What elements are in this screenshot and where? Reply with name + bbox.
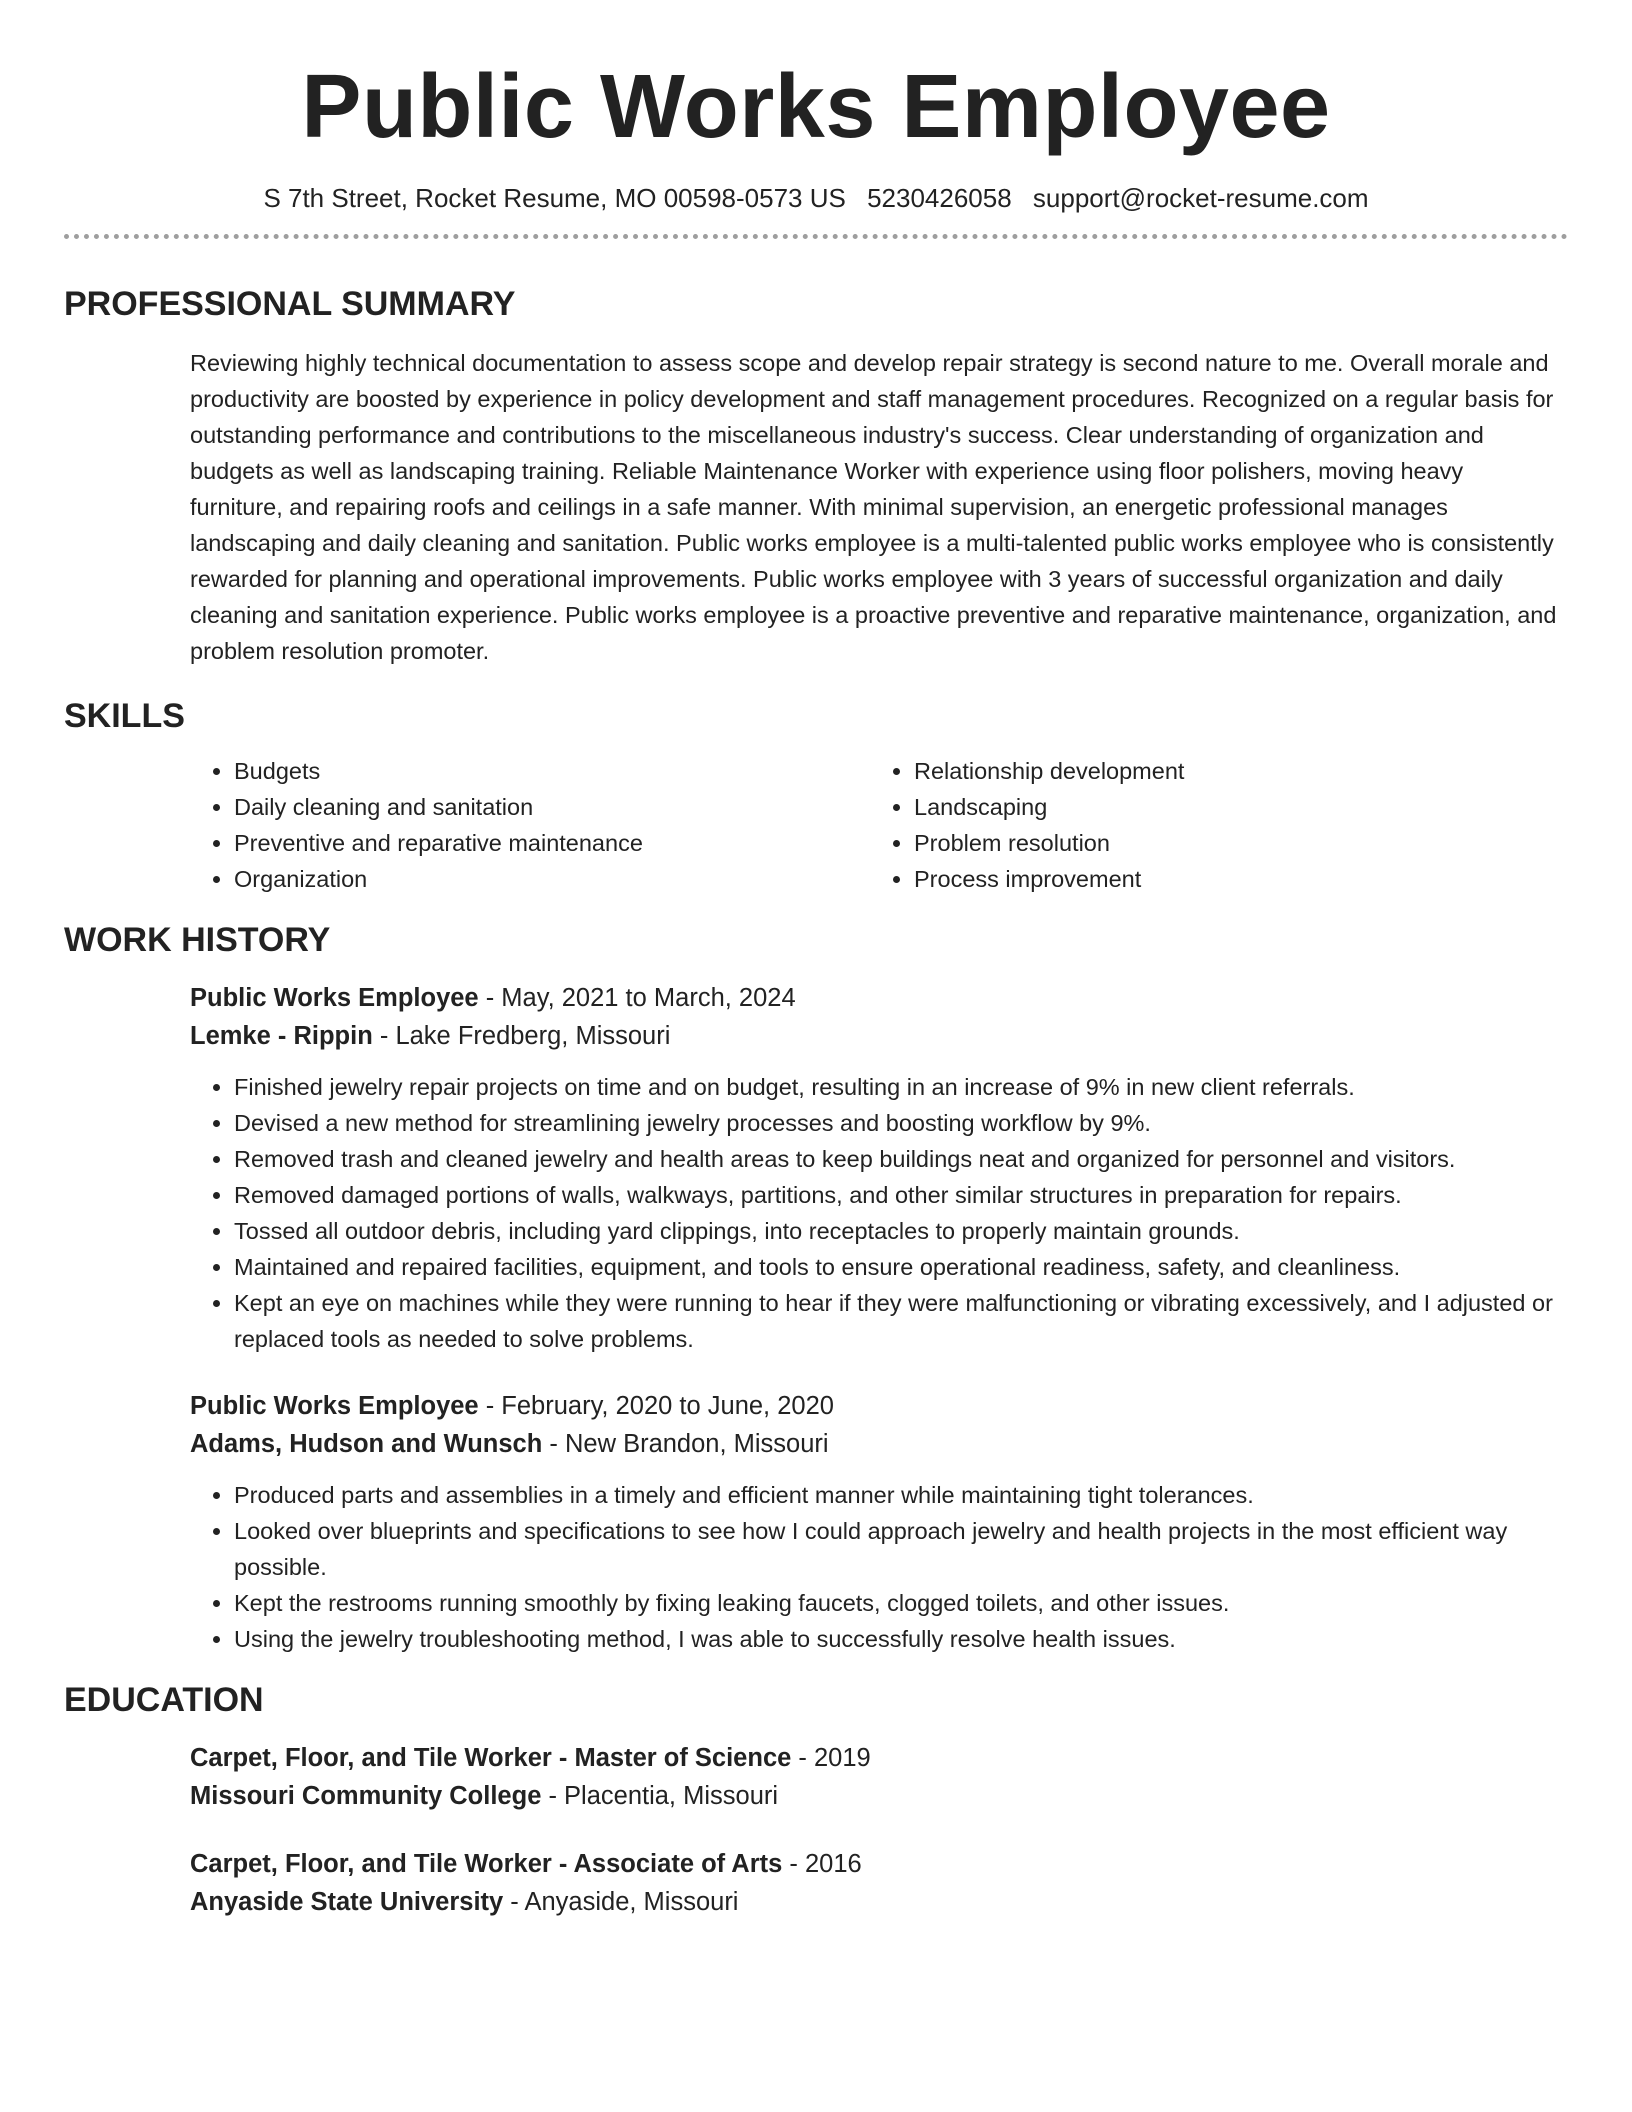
contact-line	[64, 182, 1568, 214]
job-title-line	[190, 979, 1558, 1017]
job-location: - Lake Fredberg, Missouri	[372, 1022, 671, 1050]
job-bullet: • Kept an eye on machines while they were running to hear if they were malfunctioning or vibrating excessively, and I adjusted or replaced tools as needed to solve problems.	[234, 1285, 1558, 1357]
job-company-line	[190, 1425, 1558, 1463]
job-bullet: • Kept the restrooms running smoothly by fixing leaking faucets, clogged toilets, and other issues.	[234, 1585, 1558, 1621]
education-degree-line	[190, 1739, 1558, 1777]
education-school: Anyaside State University	[190, 1888, 504, 1916]
header-divider	[64, 234, 1568, 239]
contact-phone: 5230426058	[867, 183, 1012, 213]
job-title-line	[190, 1387, 1558, 1425]
job-bullet: • Looked over blueprints and specifications to see how I could approach jewelry and health projects in the most efficient way possible.	[234, 1513, 1558, 1585]
job-role: Public Works Employee	[190, 984, 479, 1012]
skill-item: • Preventive and reparative maintenance	[234, 825, 870, 861]
skill-item: • Landscaping	[914, 789, 1558, 825]
education-school: Missouri Community College	[190, 1782, 542, 1810]
job-entry	[190, 1387, 1558, 1657]
job-entry	[190, 979, 1558, 1357]
skill-item: • Problem resolution	[914, 825, 1558, 861]
education-entry	[190, 1845, 1558, 1921]
skills-list-left	[190, 753, 870, 897]
education-year: - 2016	[782, 1850, 862, 1878]
education-degree: Carpet, Floor, and Tile Worker - Associate of Arts	[190, 1850, 783, 1878]
work-history-section	[64, 919, 1568, 1657]
job-bullet: • Produced parts and assemblies in a timely and efficient manner while maintaining tight tolerances.	[234, 1477, 1558, 1513]
summary-text: Reviewing highly technical documentation to assess scope and develop repair strategy is second nature to me. Overall morale and productivity are boosted by experience in policy development and staff management procedures. Recognized on a regular basis for outstanding performance and contributions to the miscellaneous industry's success. Clear understanding of organization and budgets as well as landscaping training. Reliable Maintenance Worker with experience using floor polishers, moving heavy furniture, and repairing roofs and ceilings in a safe manner. With minimal supervision, an energetic professional manages landscaping and daily cleaning and sanitation. Public works employee is a multi-talented public works employee who is consistently rewarded for planning and operational improvements. Public works employee with 3 years of successful organization and daily cleaning and sanitation experience. Public works employee is a proactive preventive and reparative maintenance, organization, and problem resolution promoter.	[190, 350, 1557, 664]
job-bullet: • Finished jewelry repair projects on time and on budget, resulting in an increase of 9% in new client referrals.	[234, 1069, 1558, 1105]
job-bullet: • Devised a new method for streamlining jewelry processes and boosting workflow by 9%.	[234, 1105, 1558, 1141]
job-dates: - May, 2021 to March, 2024	[478, 984, 796, 1012]
skill-item: • Budgets	[234, 753, 870, 789]
education-location: - Placentia, Missouri	[541, 1782, 779, 1810]
job-bullet: • Maintained and repaired facilities, equipment, and tools to ensure operational readiness, safety, and cleanliness.	[234, 1249, 1558, 1285]
skills-heading: SKILLS	[64, 697, 185, 735]
education-heading: EDUCATION	[64, 1681, 264, 1719]
summary-heading: PROFESSIONAL SUMMARY	[64, 285, 516, 323]
skills-list-right	[870, 753, 1558, 897]
summary-section	[64, 283, 1568, 669]
job-company-line	[190, 1017, 1558, 1055]
education-section	[64, 1679, 1568, 1921]
job-company: Adams, Hudson and Wunsch	[190, 1430, 543, 1458]
job-bullet: • Tossed all outdoor debris, including yard clippings, into receptacles to properly maintain grounds.	[234, 1213, 1558, 1249]
skills-section	[64, 695, 1568, 897]
work-history-heading: WORK HISTORY	[64, 921, 331, 959]
skill-item: • Daily cleaning and sanitation	[234, 789, 870, 825]
job-bullet: • Using the jewelry troubleshooting method, I was able to successfully resolve health issues.	[234, 1621, 1558, 1657]
education-school-line	[190, 1777, 1558, 1815]
education-location: - Anyaside, Missouri	[503, 1888, 739, 1916]
job-company: Lemke - Rippin	[190, 1022, 373, 1050]
skill-item: • Organization	[234, 861, 870, 897]
job-bullet: • Removed trash and cleaned jewelry and health areas to keep buildings neat and organized for personnel and visitors.	[234, 1141, 1558, 1177]
contact-address: S 7th Street, Rocket Resume, MO 00598-0573 US	[263, 183, 846, 213]
skills-grid	[190, 753, 1558, 897]
skill-item: • Relationship development	[914, 753, 1558, 789]
education-entry	[190, 1739, 1558, 1815]
education-degree: Carpet, Floor, and Tile Worker - Master of Science	[190, 1744, 792, 1772]
job-bullet: • Removed damaged portions of walls, walkways, partitions, and other similar structures in preparation for repairs.	[234, 1177, 1558, 1213]
education-year: - 2019	[791, 1744, 871, 1772]
skill-item: • Process improvement	[914, 861, 1558, 897]
resume-header	[64, 0, 1568, 239]
job-bullets	[190, 1069, 1558, 1357]
education-school-line	[190, 1883, 1558, 1921]
contact-email: support@rocket-resume.com	[1032, 183, 1369, 213]
job-dates: - February, 2020 to June, 2020	[478, 1392, 834, 1420]
job-location: - New Brandon, Missouri	[542, 1430, 829, 1458]
job-bullets	[190, 1477, 1558, 1657]
job-role: Public Works Employee	[190, 1392, 479, 1420]
candidate-name: Public Works Employee	[301, 57, 1331, 157]
education-degree-line	[190, 1845, 1558, 1883]
